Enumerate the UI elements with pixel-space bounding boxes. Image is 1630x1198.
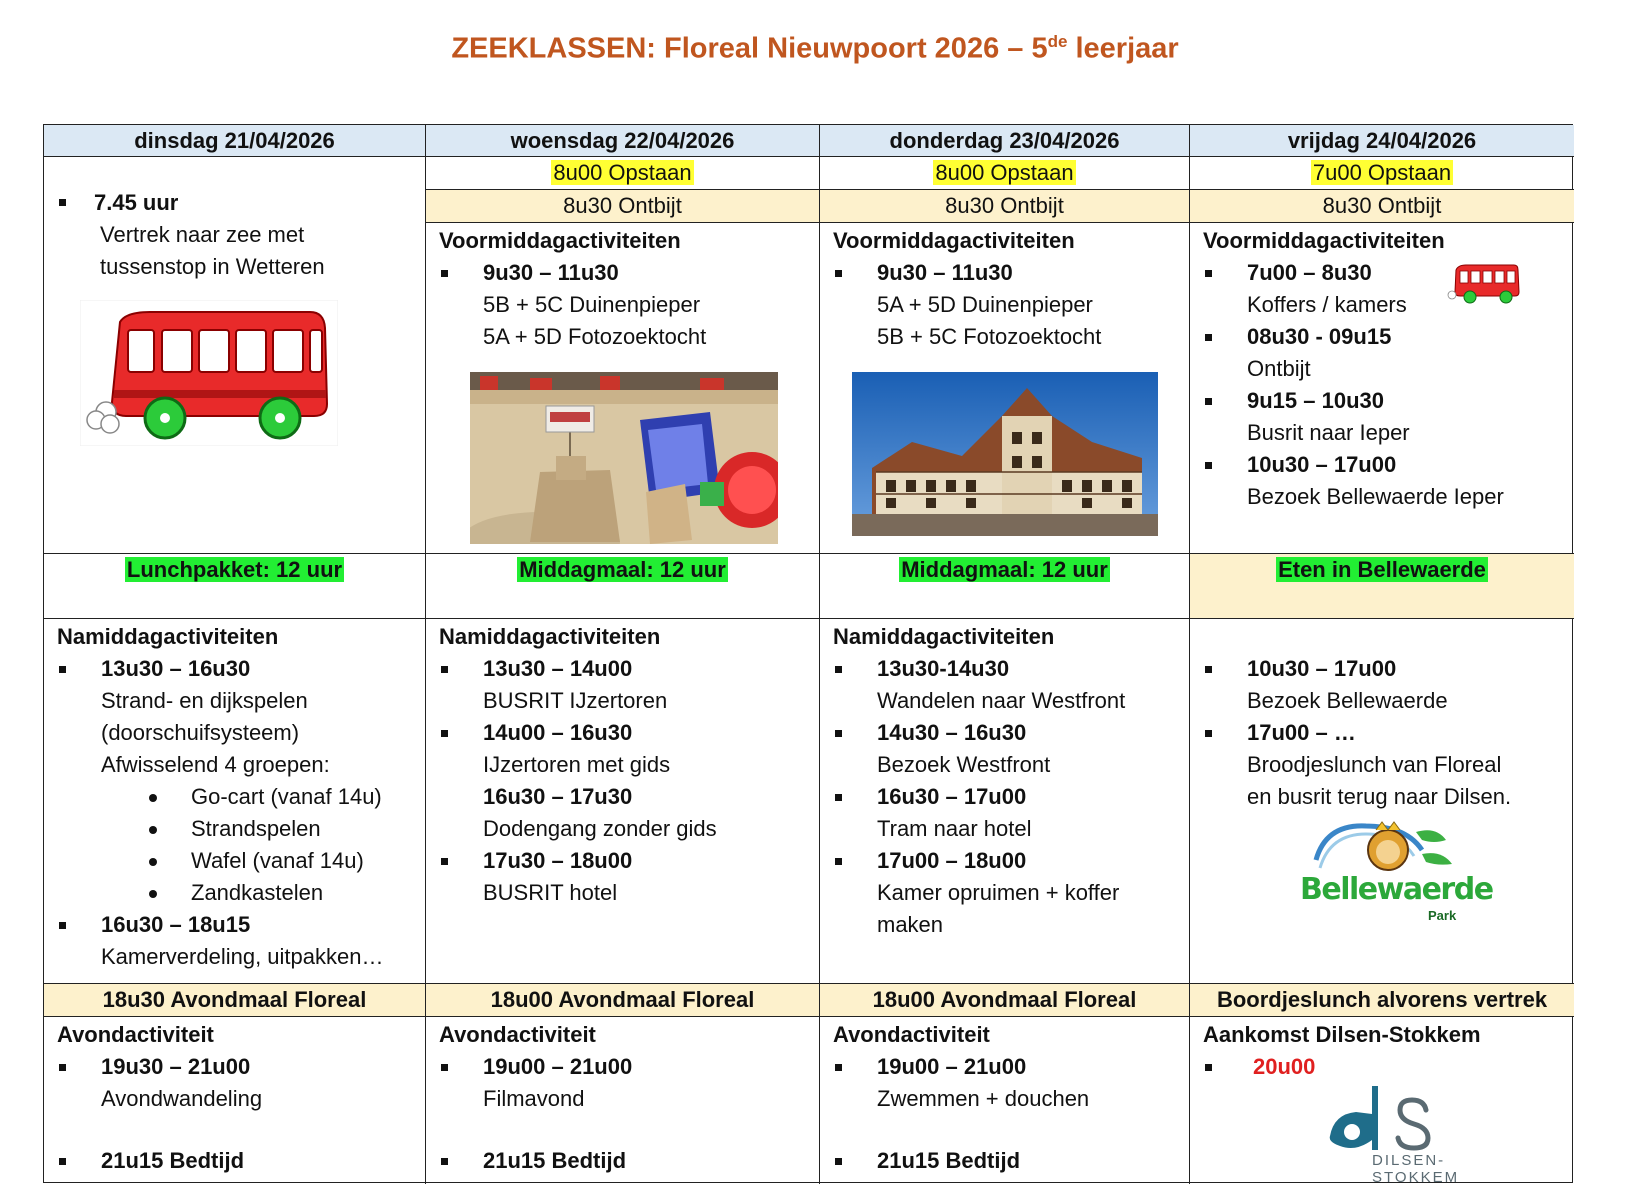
dinner-thursday: 18u00 Avondmaal Floreal bbox=[820, 984, 1190, 1017]
breakfast-wednesday: 8u30 Ontbijt bbox=[426, 190, 820, 223]
thursday-afternoon-cell: Namiddagactiviteiten 13u30-14u30 Wandelen naar Westfront 14u30 – 16u30 Bezoek Westfront 16u30 – 17u00 Tram naar hotel 17u00 – 18u00 Kamer opruimen + koffer maken bbox=[820, 619, 1190, 984]
dinner-wednesday: 18u00 Avondmaal Floreal bbox=[426, 984, 820, 1017]
header-friday: vrijdag 24/04/2026 bbox=[1190, 125, 1574, 157]
lunch-tuesday: Lunchpakket: 12 uur bbox=[44, 554, 426, 619]
header-tuesday: dinsdag 21/04/2026 bbox=[44, 125, 426, 157]
tuesday-morning-cell: 7.45 uur Vertrek naar zee met tussenstop in Wetteren bbox=[44, 157, 426, 554]
header-thursday: donderdag 23/04/2026 bbox=[820, 125, 1190, 157]
wakeup-friday: 7u00 Opstaan bbox=[1190, 157, 1574, 190]
breakfast-thursday: 8u30 Ontbijt bbox=[820, 190, 1190, 223]
friday-afternoon-cell: 10u30 – 17u00 Bezoek Bellewaerde 17u00 – … Broodjeslunch van Floreal en busrit terug naar Dilsen. bbox=[1190, 619, 1574, 984]
small-red-bus-icon bbox=[1446, 262, 1522, 304]
lunch-wednesday: Middagmaal: 12 uur bbox=[426, 554, 820, 619]
friday-evening-cell: Aankomst Dilsen-Stokkem 20u00 bbox=[1203, 1022, 1481, 1079]
dilsen-stokkem-wordmark: DILSEN-STOKKEM bbox=[1372, 1152, 1460, 1186]
thursday-morning-cell: Voormiddagactiviteiten 9u30 – 11u30 5A + 5D Duinenpieper 5B + 5C Fotozoektocht bbox=[820, 223, 1190, 554]
wakeup-thursday: 8u00 Opstaan bbox=[820, 157, 1190, 190]
dilsen-stokkem-logo-graphic bbox=[1326, 1080, 1526, 1154]
schedule-table bbox=[43, 124, 1573, 1183]
lunch-thursday: Middagmaal: 12 uur bbox=[820, 554, 1190, 619]
wednesday-afternoon-cell: Namiddagactiviteiten 13u30 – 14u00 BUSRIT IJzertoren 14u00 – 16u30 IJzertoren met gids 16u30 – 17u30 Dodengang zonder gids 17u30 – 18u00 BUSRIT hotel bbox=[426, 619, 820, 984]
dilsen-stokkem-logo bbox=[1326, 1080, 1526, 1186]
bellewaerde-wordmark: Bellewaerde bbox=[1300, 872, 1493, 907]
thursday-evening-cell: Avondactiviteit 19u00 – 21u00 Zwemmen + douchen 21u15 Bedtijd bbox=[820, 1017, 1190, 1184]
bellewaerde-logo bbox=[1296, 820, 1493, 928]
wednesday-morning-cell: Voormiddagactiviteiten 9u30 – 11u30 5B + 5C Duinenpieper 5A + 5D Fotozoektocht bbox=[426, 223, 820, 554]
hotel-building-photo bbox=[852, 372, 1158, 536]
page-title: ZEEKLASSEN: Floreal Nieuwpoort 2026 – 5de leerjaar bbox=[451, 32, 1179, 65]
bellewaerde-park-label: Park bbox=[1428, 908, 1457, 923]
friday-morning-cell: Voormiddagactiviteiten 7u00 – 8u30 Koffers / kamers 08u30 - 09u15 Ontbijt 9u15 – 10u30 Busrit naar Ieper 10u30 – 17u00 Bezoek Bellewaerde Ieper bbox=[1190, 223, 1574, 554]
tuesday-evening-cell: Avondactiviteit 19u30 – 21u00 Avondwandeling 21u15 Bedtijd bbox=[44, 1017, 426, 1184]
red-bus-illustration bbox=[80, 300, 338, 446]
dinner-tuesday: 18u30 Avondmaal Floreal bbox=[44, 984, 426, 1017]
sandcastle-photo bbox=[470, 372, 778, 544]
tuesday-afternoon-cell: Namiddagactiviteiten 13u30 – 16u30 Strand- en dijkspelen (doorschuifsysteem) Afwisselend 4 groepen: Go-cart (vanaf 14u) Strandspelen Wafel (vanaf 14u) Zandkastelen 16u30 – 18u15 Kamerverdeling, uitpakken… bbox=[44, 619, 426, 984]
bullet-square bbox=[59, 199, 66, 206]
wakeup-wednesday: 8u00 Opstaan bbox=[426, 157, 820, 190]
header-wednesday: woensdag 22/04/2026 bbox=[426, 125, 820, 157]
wednesday-evening-cell: Avondactiviteit 19u00 – 21u00 Filmavond 21u15 Bedtijd bbox=[426, 1017, 820, 1184]
breakfast-friday: 8u30 Ontbijt bbox=[1190, 190, 1574, 223]
lunch-friday: Eten in Bellewaerde bbox=[1190, 554, 1574, 619]
dinner-friday: Boordjeslunch alvorens vertrek bbox=[1190, 984, 1574, 1017]
